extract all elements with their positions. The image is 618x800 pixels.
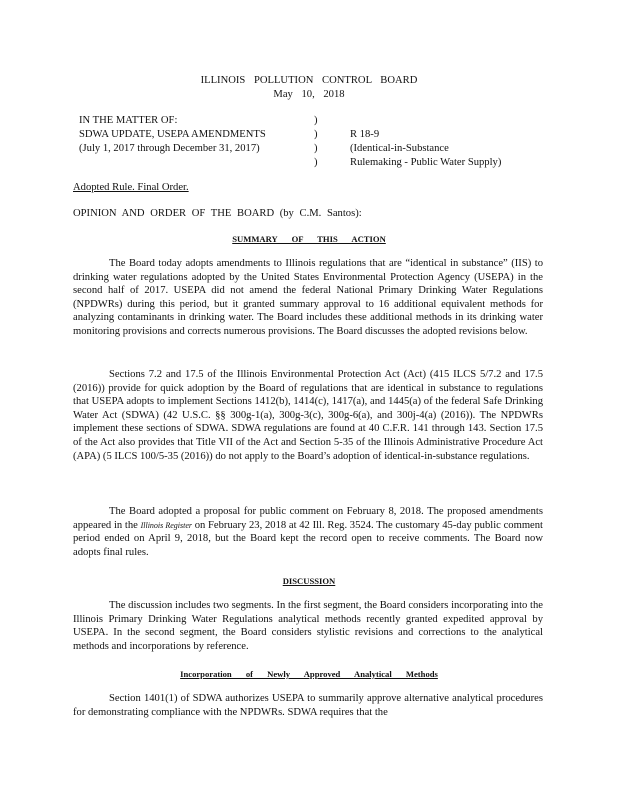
board-name: ILLINOIS POLLUTION CONTROL BOARD <box>200 75 418 86</box>
caption-left-line: (July 1, 2017 through December 31, 2017) <box>79 143 260 154</box>
methods-paragraph-1 <box>73 692 543 719</box>
document-date: May 10, 2018 <box>273 89 345 100</box>
methods-paragraph-1-text: Section 1401(1) of SDWA authorizes USEPA to summarily approve alternative analytical procedures for demonstrating compliance with the NPDWRs. SDWA requires that the <box>73 693 543 718</box>
caption-paren: ) <box>314 115 318 126</box>
summary-heading-text: SUMMARY OF THIS ACTION <box>232 234 386 244</box>
caption-right-line: (Identical-in-Substance <box>350 143 449 154</box>
caption-right-line: Rulemaking - Public Water Supply) <box>350 157 502 168</box>
opinion-line: OPINION AND ORDER OF THE BOARD (by C.M. Santos): <box>73 208 362 219</box>
discussion-paragraph-1-text: The discussion includes two segments. In the first segment, the Board considers incorporating into the Illinois Primary Drinking Water Regulations analytical methods recently granted expedited approval by USEPA. In the second segment, the Board considers stylistic revisions and corrections to the analytical methods and incorporations by reference. <box>73 600 543 652</box>
methods-heading-text: Incorporation of Newly Approved Analytical Methods <box>180 669 438 679</box>
caption-paren: ) <box>314 143 318 154</box>
caption-left-line: SDWA UPDATE, USEPA AMENDMENTS <box>79 129 266 140</box>
summary-paragraph-2 <box>73 368 543 463</box>
caption-left-line: IN THE MATTER OF: <box>79 115 178 126</box>
summary-paragraph-2-text: Sections 7.2 and 17.5 of the Illinois Environmental Protection Act (Act) (415 ILCS 5/7.2 and 17.5 (2016)) provide for quick adoption by the Board of regulations that are identical in substance to regulations that USEPA adopts to implement Sections 1412(b), 1414(c), 1417(a), and 1445(a) of the federal Safe Drinking Water Act (SDWA) (42 U.S.C. §§ 300g-1(a), 300g-3(c), 300g-6(a), and 300j-4(a) (2016)). The NPDWRs implement these sections of SDWA. SDWA regulations are found at 40 C.F.R. 141 through 143. Section 17.5 of the Act also provides that Title VII of the Act and Section 5-35 of the Illinois Administrative Procedure Act (APA) (5 ILCS 100/5-35 (2016)) do not apply to the Board’s adoption of identical-in-substance regulations. <box>73 369 543 462</box>
docket-number: R 18-9 <box>350 129 380 140</box>
summary-paragraph-1 <box>73 257 543 339</box>
caption-paren: ) <box>314 157 318 168</box>
summary-paragraph-1-text: The Board today adopts amendments to Illinois regulations that are “identical in substance” (IIS) to drinking water regulations adopted by the United States Environmental Protection Agency (USEPA) in the second half of 2017. USEPA did not amend the federal National Primary Drinking Water Regulations (NPDWRs) during this period, but it granted summary approval to 16 additional equivalent methods for analyzing contaminants in drinking water. The Board includes these additional methods in its drinking water monitoring provisions and corrects numerous provisions. The Board discusses the adopted revisions below. <box>73 258 543 337</box>
rule-type: Adopted Rule. Final Order. <box>73 182 189 193</box>
discussion-heading <box>0 576 618 586</box>
summary-paragraph-3-text-a: The Board adopted a proposal for public comment on February 8, 2018. The proposed amendments appeared in the <box>73 506 543 531</box>
methods-heading <box>0 669 618 679</box>
discussion-heading-text: DISCUSSION <box>282 576 336 586</box>
summary-heading <box>0 234 618 244</box>
summary-paragraph-3-text-b: on February 23, 2018 at 42 Ill. Reg. 3524. The customary 45-day public comment period ended on April 9, 2018, but the Board kept the record open to receive comments. The Board now adopts final rules. <box>73 519 544 558</box>
discussion-paragraph-1 <box>73 599 543 653</box>
illinois-register-title: Illinois Register <box>140 520 192 530</box>
caption-paren: ) <box>314 129 318 140</box>
summary-paragraph-3 <box>73 505 543 559</box>
